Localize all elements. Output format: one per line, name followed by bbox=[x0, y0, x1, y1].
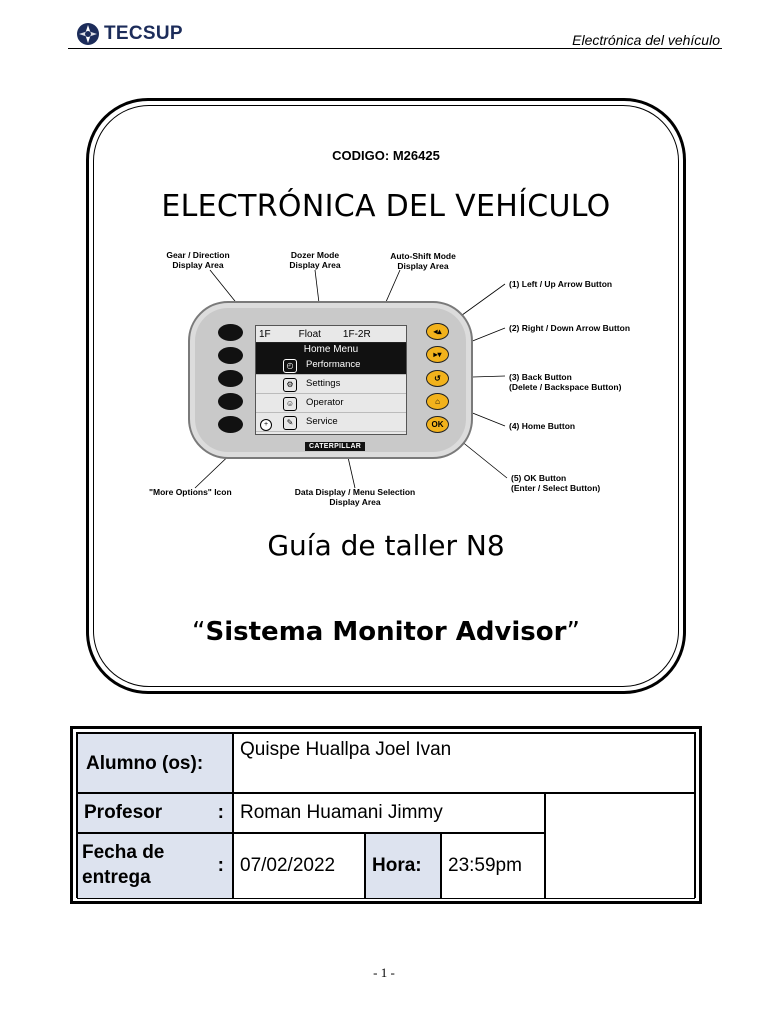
alumno-label: Alumno (os): bbox=[77, 733, 233, 793]
screen-status-bar bbox=[256, 326, 406, 343]
label-home-button: (4) Home Button bbox=[509, 421, 576, 431]
fecha-value: 07/02/2022 bbox=[233, 833, 365, 899]
tecsup-logo-icon bbox=[76, 22, 100, 46]
operator-icon: ☺ bbox=[283, 397, 297, 411]
label-autoshift-mode: Auto-Shift Mode Display Area bbox=[390, 251, 456, 271]
hora-value: 23:59pm bbox=[441, 833, 545, 899]
home-button: ⌂ bbox=[426, 393, 449, 410]
label-left-up-button: (1) Left / Up Arrow Button bbox=[509, 279, 613, 289]
device-screen bbox=[255, 325, 407, 435]
service-icon: ✎ bbox=[283, 416, 297, 430]
menu-item-settings: ⚙ Settings bbox=[256, 375, 406, 394]
soft-key-1 bbox=[218, 324, 243, 341]
page-number: - 1 - bbox=[373, 965, 395, 980]
subject-open-quote: “ bbox=[192, 617, 206, 647]
profesor-value: Roman Huamani Jimmy bbox=[233, 793, 545, 833]
label-more-options: "More Options" Icon bbox=[149, 487, 232, 497]
menu-item-performance: ◴ Performance bbox=[256, 356, 406, 375]
label-dozer-mode: Dozer Mode Display Area bbox=[289, 250, 341, 270]
soft-key-4 bbox=[218, 393, 243, 410]
soft-key-3 bbox=[218, 370, 243, 387]
back-button: ↺ bbox=[426, 370, 449, 387]
fecha-colon: : bbox=[217, 855, 224, 876]
label-gear-direction: Gear / Direction Display Area bbox=[166, 250, 230, 270]
caterpillar-logo: CATERPILLAR bbox=[305, 442, 365, 451]
ok-button: OK bbox=[426, 416, 449, 433]
student-info-table bbox=[70, 726, 702, 904]
home-menu-title: Home Menu bbox=[256, 343, 406, 356]
subject-title bbox=[89, 617, 683, 647]
performance-icon: ◴ bbox=[283, 359, 297, 373]
subject-close-quote: ” bbox=[566, 617, 580, 647]
course-code: CODIGO: M26425 bbox=[332, 148, 440, 163]
profesor-colon: : bbox=[217, 802, 224, 823]
menu-item-operator: ☺ Operator bbox=[256, 394, 406, 413]
label-back-button: (3) Back Button (Delete / Backspace Button) bbox=[509, 372, 622, 392]
fecha-label: Fecha de entrega : bbox=[77, 833, 233, 899]
header-divider bbox=[68, 48, 722, 49]
hora-label: Hora: bbox=[365, 833, 441, 899]
monitor-device bbox=[188, 301, 473, 459]
guide-title: Guía de taller N8 bbox=[267, 529, 505, 562]
label-data-display: Data Display / Menu Selection Display Area bbox=[294, 487, 416, 507]
dozer-mode-display: Float bbox=[298, 328, 321, 340]
monitor-advisor-figure bbox=[145, 248, 645, 510]
header-title: Electrónica del vehículo bbox=[572, 32, 720, 48]
soft-key-5 bbox=[218, 416, 243, 433]
autoshift-display: 1F-2R bbox=[342, 328, 371, 340]
label-right-down-button: (2) Right / Down Arrow Button bbox=[509, 323, 631, 333]
left-up-arrow-button: ◂▴ bbox=[426, 323, 449, 340]
label-ok-button: (5) OK Button (Enter / Select Button) bbox=[511, 473, 601, 493]
blank-cell bbox=[545, 793, 695, 899]
more-options-icon: + bbox=[260, 419, 272, 431]
main-title: ELECTRÓNICA DEL VEHÍCULO bbox=[161, 189, 611, 224]
menu-item-service: ✎ Service bbox=[256, 413, 406, 432]
right-down-arrow-button: ▸▾ bbox=[426, 346, 449, 363]
profesor-label: Profesor : bbox=[77, 793, 233, 833]
gear-display: 1F bbox=[259, 328, 271, 340]
soft-key-2 bbox=[218, 347, 243, 364]
alumno-value: Quispe Huallpa Joel Ivan bbox=[233, 733, 695, 793]
tecsup-logo bbox=[76, 22, 183, 46]
settings-icon: ⚙ bbox=[283, 378, 297, 392]
subject-text: Sistema Monitor Advisor bbox=[205, 617, 567, 647]
logo-text: TECSUP bbox=[104, 23, 183, 44]
